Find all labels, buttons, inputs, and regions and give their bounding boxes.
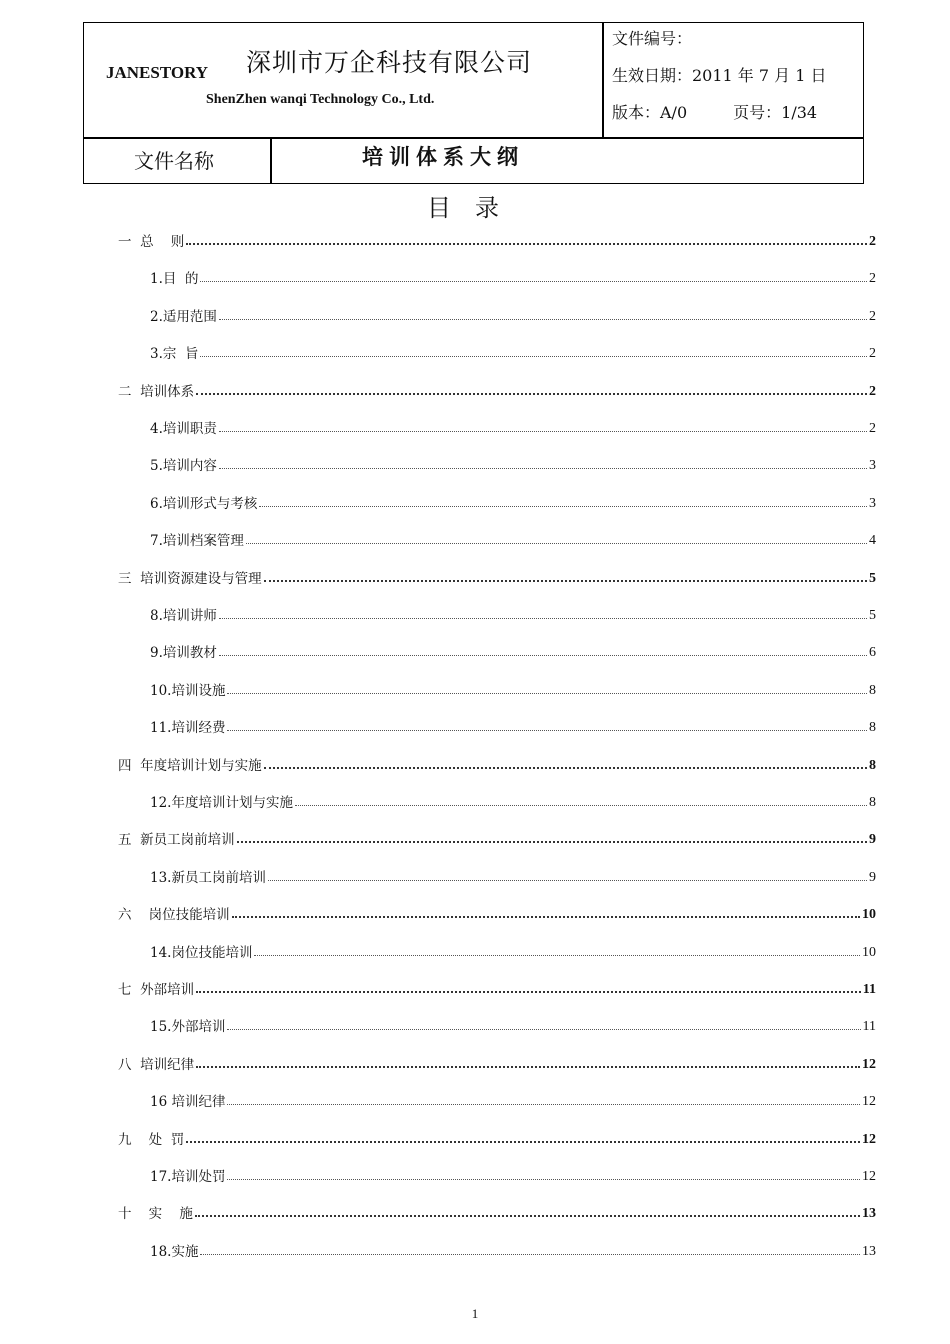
toc-entry[interactable] — [150, 677, 876, 699]
toc-leader-dots — [227, 1029, 860, 1030]
toc-leader-dots — [219, 655, 867, 656]
toc-leader-dots — [219, 618, 867, 619]
toc-page-number: 2 — [869, 234, 876, 249]
toc-title: 目录 — [427, 194, 523, 222]
toc-label: 1.目 的 — [150, 271, 199, 288]
toc-leader-dots — [200, 281, 867, 282]
toc-entry[interactable] — [150, 864, 876, 886]
toc-leader-dots — [196, 393, 867, 395]
toc-leader-dots — [196, 991, 861, 993]
toc-leader-dots — [227, 1179, 860, 1180]
brand-name: JANESTORY — [106, 63, 209, 82]
toc-page-number: 8 — [869, 795, 876, 810]
toc-label: 七 外部培训 — [118, 982, 195, 998]
toc-leader-dots — [227, 730, 867, 731]
toc-leader-dots — [227, 693, 867, 694]
version-page-line — [612, 100, 817, 123]
toc-page-number: 8 — [869, 757, 876, 773]
toc-leader-dots — [195, 1215, 860, 1217]
toc-page-number: 13 — [862, 1243, 876, 1259]
header-divider — [602, 23, 604, 137]
toc-page-number: 5 — [869, 608, 876, 623]
toc-page-number: 5 — [869, 570, 876, 586]
toc-entry[interactable] — [150, 639, 876, 661]
header-divider — [270, 137, 272, 183]
toc-entry[interactable] — [150, 602, 876, 624]
doc-number-label: 文件编号： — [612, 29, 693, 48]
toc-page-number: 10 — [862, 907, 876, 923]
toc-page-number: 2 — [869, 421, 876, 436]
toc-page-number: 8 — [869, 720, 876, 736]
page-number: 1 — [471, 1306, 479, 1321]
toc-section[interactable] — [118, 565, 876, 587]
toc-leader-dots — [264, 767, 867, 769]
toc-page-number: 12 — [862, 1094, 876, 1110]
toc-section[interactable] — [118, 1200, 876, 1222]
toc-page-number: 2 — [869, 271, 876, 287]
toc-entry[interactable] — [150, 415, 876, 437]
toc-entry[interactable] — [150, 265, 876, 287]
toc-entry[interactable] — [150, 527, 876, 549]
file-name-value: 培训体系大纲 — [362, 145, 524, 169]
toc-label: 11.培训经费 — [150, 720, 226, 737]
toc-label: 4.培训职责 — [150, 421, 217, 437]
toc-page-number: 12 — [862, 1131, 876, 1147]
toc-label: 八 培训纪律 — [118, 1056, 195, 1073]
toc-entry[interactable] — [150, 1238, 876, 1260]
toc-leader-dots — [259, 506, 867, 507]
toc-label: 3.宗 旨 — [150, 346, 199, 363]
header-divider — [84, 137, 863, 139]
toc-page-number: 2 — [869, 346, 876, 362]
toc-leader-dots — [219, 468, 867, 469]
toc-entry[interactable] — [150, 939, 876, 961]
toc-leader-dots — [186, 1141, 860, 1143]
toc-page-number: 9 — [869, 832, 876, 848]
toc-label: 10.培训设施 — [150, 682, 226, 699]
toc-label: 九 处 罚 — [118, 1131, 185, 1148]
toc-section[interactable] — [118, 901, 876, 923]
toc-entry[interactable] — [150, 714, 876, 736]
toc-leader-dots — [246, 543, 867, 544]
toc-page-number: 8 — [869, 682, 876, 698]
toc-label: 16 培训纪律 — [150, 1094, 226, 1111]
toc-section[interactable] — [118, 826, 876, 848]
toc-label: 15.外部培训 — [150, 1019, 226, 1036]
toc-leader-dots — [186, 243, 867, 245]
toc-page-number: 3 — [869, 458, 876, 474]
toc-label: 一 总 则 — [118, 234, 185, 250]
toc-leader-dots — [254, 955, 860, 956]
document-header-table — [83, 22, 864, 184]
toc-leader-dots — [232, 916, 860, 918]
toc-entry[interactable] — [150, 452, 876, 474]
toc-entry[interactable] — [150, 789, 876, 811]
toc-label: 三 培训资源建设与管理 — [118, 570, 262, 587]
toc-label: 9.培训教材 — [150, 645, 217, 662]
toc-leader-dots — [295, 805, 867, 806]
toc-label: 12.年度培训计划与实施 — [150, 795, 293, 811]
toc-section[interactable] — [118, 976, 876, 998]
toc-label: 14.岗位技能培训 — [150, 944, 253, 961]
file-name-label: 文件名称 — [134, 149, 214, 173]
toc-label: 四 年度培训计划与实施 — [118, 757, 262, 774]
toc-label: 六 岗位技能培训 — [118, 907, 230, 924]
toc-label: 13.新员工岗前培训 — [150, 869, 266, 886]
toc-label: 2.适用范围 — [150, 308, 217, 325]
toc-leader-dots — [200, 356, 867, 357]
toc-label: 5.培训内容 — [150, 458, 217, 475]
toc-label: 7.培训档案管理 — [150, 533, 244, 550]
toc-page-number: 2 — [869, 383, 876, 399]
toc-label: 6.培训形式与考核 — [150, 495, 258, 512]
toc-section[interactable] — [118, 378, 876, 400]
toc-section[interactable] — [118, 228, 876, 250]
toc-page-number: 10 — [862, 944, 876, 960]
toc-page-number: 3 — [869, 495, 876, 511]
toc-page-number: 2 — [869, 308, 876, 324]
toc-section[interactable] — [118, 752, 876, 774]
toc-entry[interactable] — [150, 303, 876, 325]
toc-leader-dots — [196, 1066, 860, 1068]
toc-label: 五 新员工岗前培训 — [118, 832, 235, 849]
toc-leader-dots — [200, 1254, 860, 1255]
toc-entry[interactable] — [150, 1088, 876, 1110]
toc-leader-dots — [264, 580, 867, 582]
toc-page-number: 6 — [869, 645, 876, 661]
version: 版本：A/0 — [612, 103, 688, 122]
toc-entry[interactable] — [150, 1163, 876, 1185]
toc-page-number: 9 — [869, 869, 876, 885]
toc-section[interactable] — [118, 1051, 876, 1073]
toc-leader-dots — [219, 431, 867, 432]
toc-page-number: 12 — [862, 1169, 876, 1184]
toc-label: 十 实 施 — [118, 1206, 193, 1223]
toc-label: 二 培训体系 — [118, 383, 195, 400]
toc-label: 18.实施 — [150, 1243, 199, 1260]
toc-page-number: 11 — [862, 982, 876, 997]
company-name-cn: 深圳市万企科技有限公司 — [246, 48, 533, 77]
toc-page-number: 11 — [862, 1019, 876, 1035]
toc-page-number: 13 — [862, 1206, 876, 1222]
toc-entry[interactable] — [150, 1013, 876, 1035]
toc-section[interactable] — [118, 1126, 876, 1148]
toc-page-number: 12 — [862, 1056, 876, 1072]
toc-entry[interactable] — [150, 490, 876, 512]
toc-leader-dots — [268, 880, 867, 881]
toc-label: 17.培训处罚 — [150, 1169, 226, 1185]
toc-leader-dots — [237, 841, 867, 843]
toc-label: 8.培训讲师 — [150, 608, 217, 624]
toc-page-number: 4 — [869, 533, 876, 549]
company-name-en: ShenZhen wanqi Technology Co., Ltd. — [206, 92, 435, 107]
toc-leader-dots — [219, 319, 867, 320]
effective-date: 生效日期：2011 年 7 月 1 日 — [612, 66, 827, 85]
toc-entry[interactable] — [150, 340, 876, 362]
toc-leader-dots — [227, 1104, 860, 1105]
page-indicator: 页号：1/34 — [733, 103, 818, 122]
